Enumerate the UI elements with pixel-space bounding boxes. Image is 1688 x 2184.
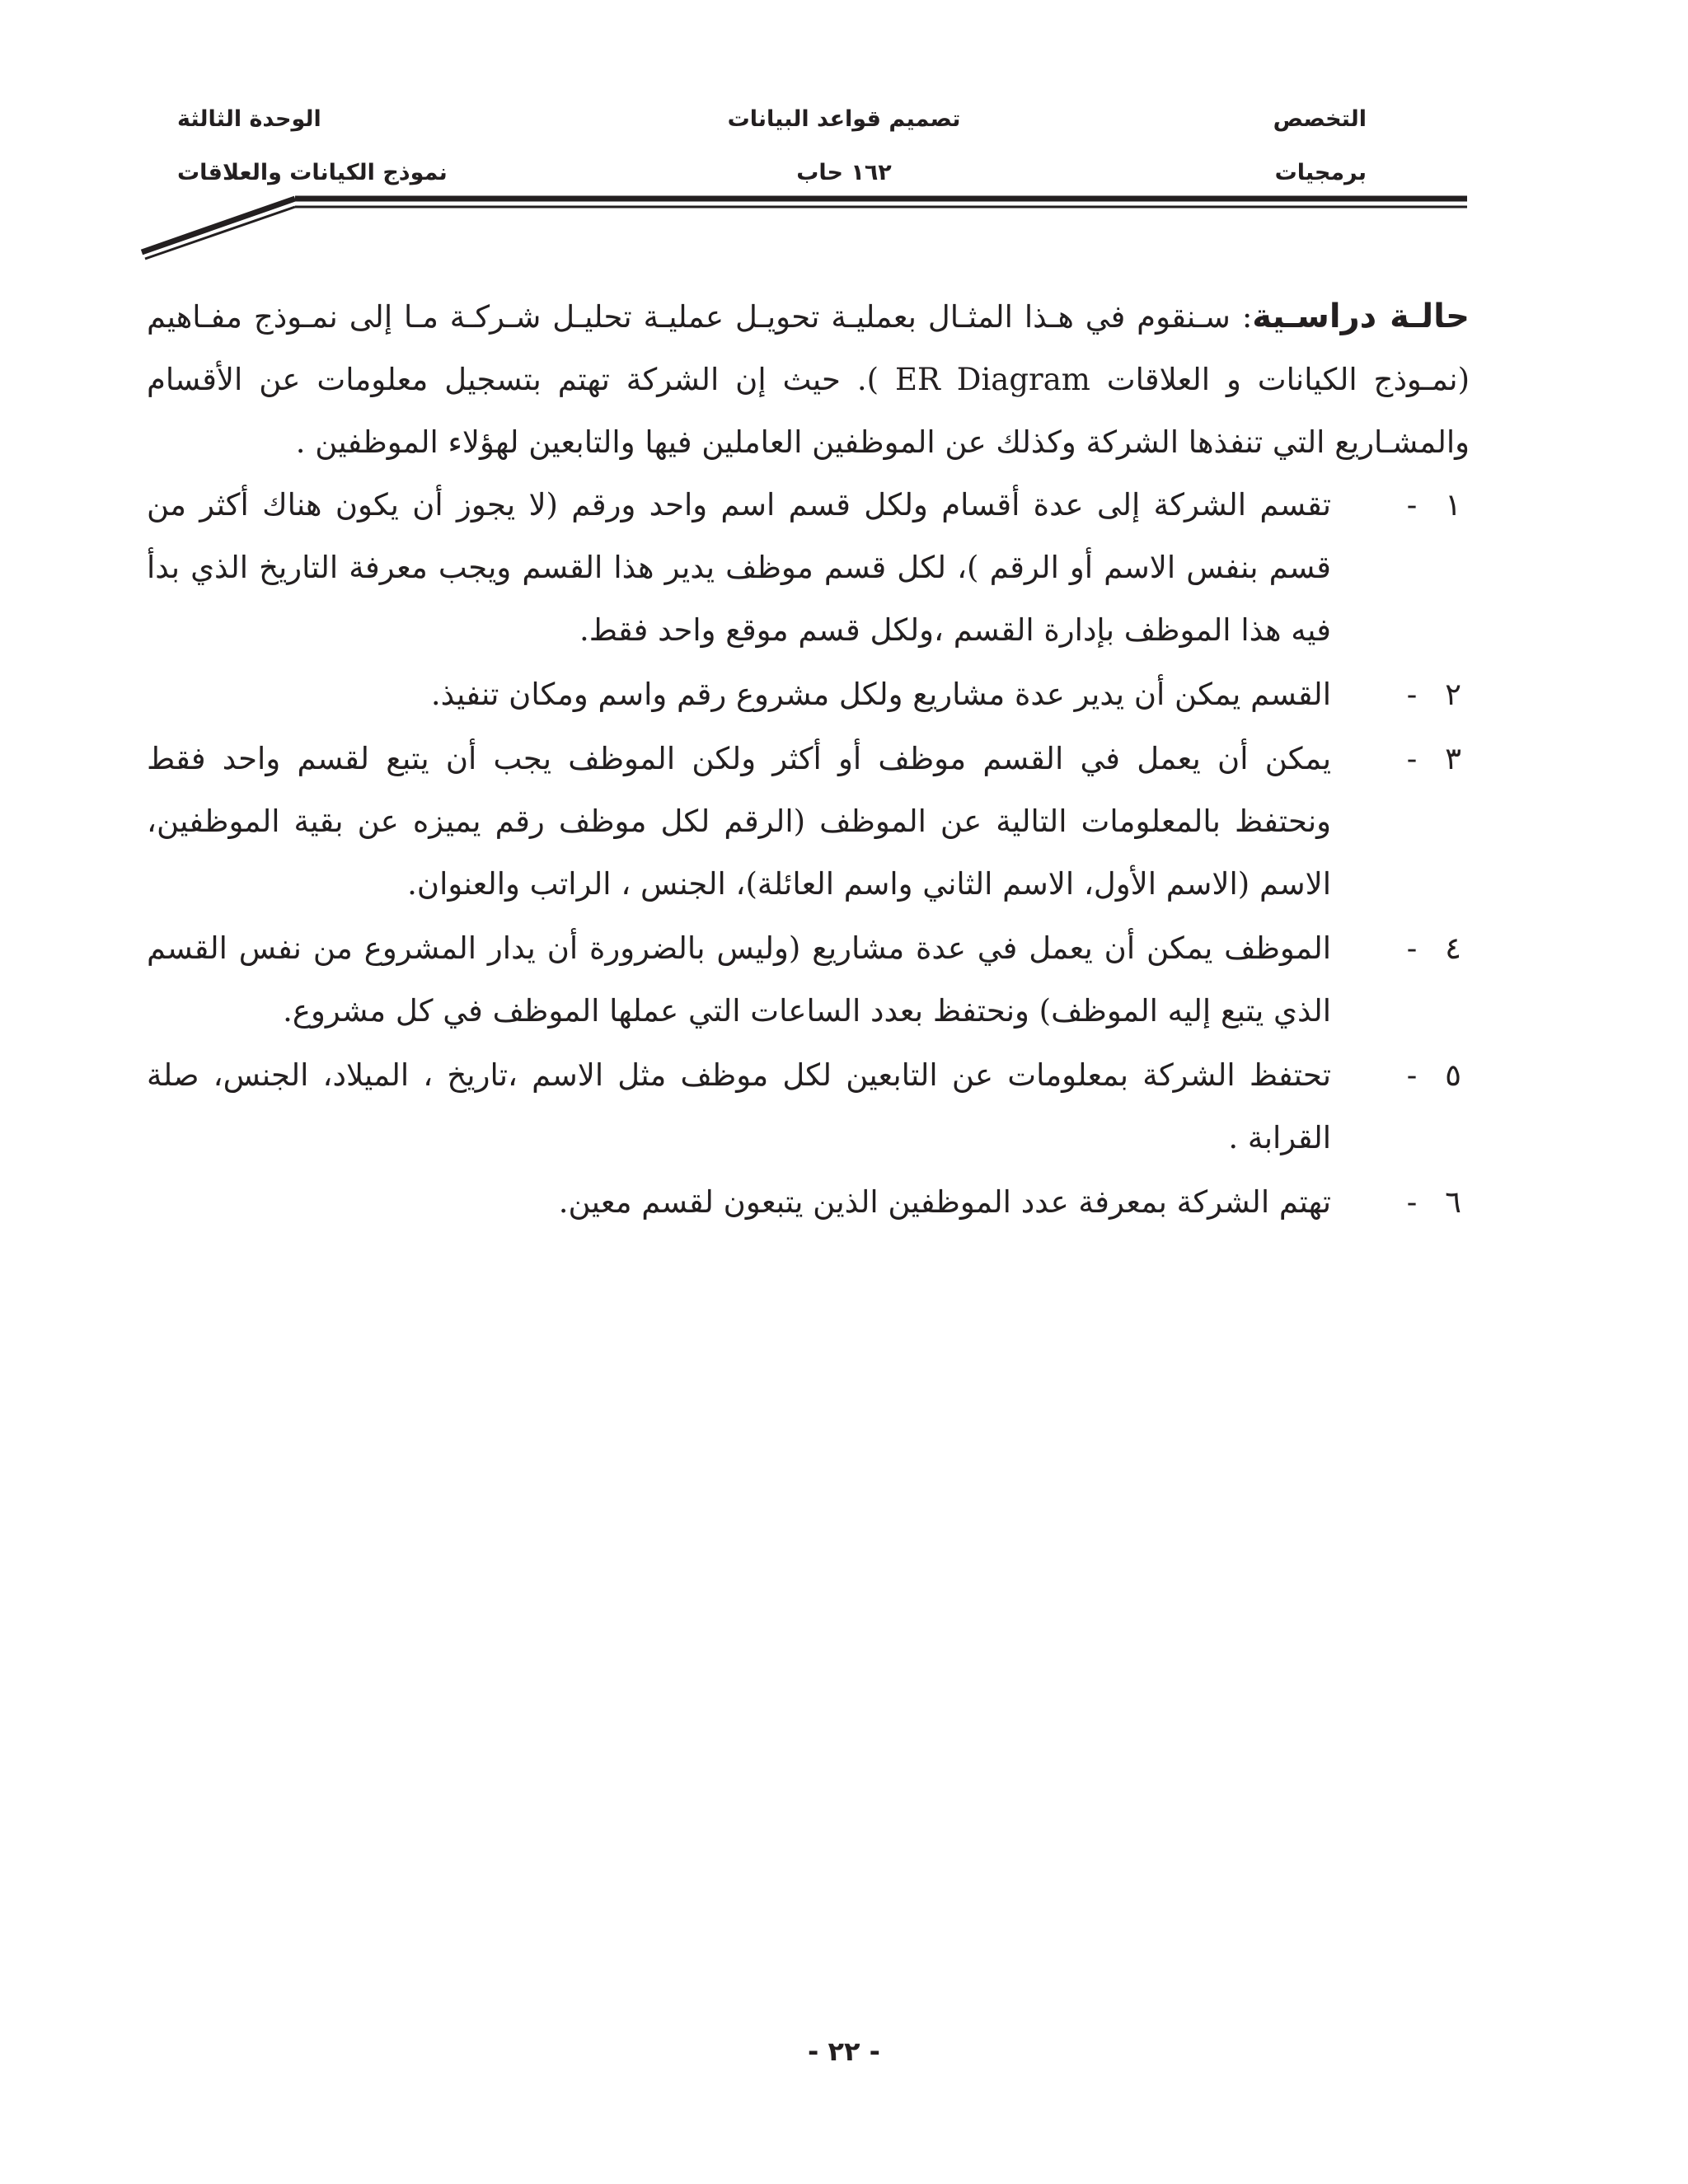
list-item-dash: - (1406, 741, 1418, 776)
course-title: تصميم قواعد البيانات (727, 106, 961, 132)
header-rule-lines (142, 199, 1467, 259)
list-item-dash: - (1406, 677, 1418, 712)
list-item-marker (1346, 474, 1470, 537)
list-item-dash: - (1406, 1057, 1418, 1093)
header-rule (0, 0, 1688, 280)
unit-title: نموذج الكيانات والعلاقات (177, 160, 448, 185)
case-study-title: حالـة دراسـية (1252, 298, 1470, 335)
list-item-text: تحتفظ الشركة بمعلومات عن التابعين لكل موظف مثل الاسم ،تاريخ ، الميلاد، الجنس، صلة القرابة . (147, 1057, 1331, 1155)
list-item-number: ١ (1445, 487, 1461, 523)
intro-text: سـنقوم في هـذا المثـال بعمليـة تحويـل عمليـة تحليـل شـركـة مـا إلى نمـوذج مفـاهيم (نمـوذج الكيانات و العلاقات ER Diagram ). حيث إن الشركة تهتم بتسجيل معلومات عن الأقسام والمشـاريع التي تنفذها الشركة وكذلك عن الموظفين العاملين فيها والتابعين لهؤلاء الموظفين . (147, 299, 1470, 460)
list-item-marker (1346, 917, 1470, 980)
list-item-text: تقسم الشركة إلى عدة أقسام ولكل قسم اسم واحد ورقم (لا يجوز أن يكون هناك أكثر من قسم بنفس الاسم أو الرقم )، لكل قسم موظف يدير هذا القسم ويجب معرفة التاريخ الذي بدأ فيه هذا الموظف بإدارة القسم ،ولكل قسم موقع واحد فقط. (147, 487, 1331, 648)
list-item-number: ٦ (1445, 1184, 1461, 1220)
unit-label: الوحدة الثالثة (177, 106, 321, 132)
specialty-value: برمجيات (1274, 160, 1367, 185)
list-item-dash: - (1406, 1184, 1418, 1220)
list-item-text: يمكن أن يعمل في القسم موظف أو أكثر ولكن الموظف يجب أن يتبع لقسم واحد فقط ونحتفظ بالمعلومات التالية عن الموظف (الرقم لكل موظف رقم يميزه عن بقية الموظفين، الاسم (الاسم الأول، الاسم الثاني واسم العائلة)، الجنس ، الراتب والعنوان. (147, 741, 1331, 902)
specialty-label: التخصص (1273, 106, 1367, 132)
list-item-number: ٤ (1445, 930, 1461, 966)
list-item (147, 917, 1470, 1043)
list-item-dash: - (1406, 930, 1418, 966)
page-number: - ٢٢ - (808, 2036, 880, 2067)
list-item (147, 663, 1470, 726)
list-item-number: ٥ (1445, 1057, 1461, 1093)
list-item-text: تهتم الشركة بمعرفة عدد الموظفين الذين يتبعون لقسم معين. (558, 1184, 1331, 1220)
list-item-marker (1346, 1171, 1470, 1234)
list-item (147, 1044, 1470, 1169)
list-item-marker (1346, 728, 1470, 790)
list-item-marker (1346, 663, 1470, 726)
list-item-marker (1346, 1044, 1470, 1107)
list-item (147, 1171, 1470, 1234)
list-item-number: ٣ (1445, 741, 1461, 776)
list-item-number: ٢ (1445, 677, 1461, 712)
document-body (147, 285, 1470, 1235)
list-item-text: الموظف يمكن أن يعمل في عدة مشاريع (وليس بالضرورة أن يدار المشروع من نفس القسم الذي يتبع إليه الموظف) ونحتفظ بعدد الساعات التي عملها الموظف في كل مشروع. (147, 930, 1331, 1029)
case-study-colon: : (1241, 299, 1253, 335)
requirements-list (147, 474, 1470, 1234)
list-item (147, 728, 1470, 916)
list-item-text: القسم يمكن أن يدير عدة مشاريع ولكل مشروع رقم واسم ومكان تنفيذ. (430, 677, 1331, 712)
intro-paragraph (147, 285, 1470, 474)
list-item (147, 474, 1470, 662)
course-code: ١٦٢ حاب (796, 160, 892, 185)
list-item-dash: - (1406, 487, 1418, 523)
